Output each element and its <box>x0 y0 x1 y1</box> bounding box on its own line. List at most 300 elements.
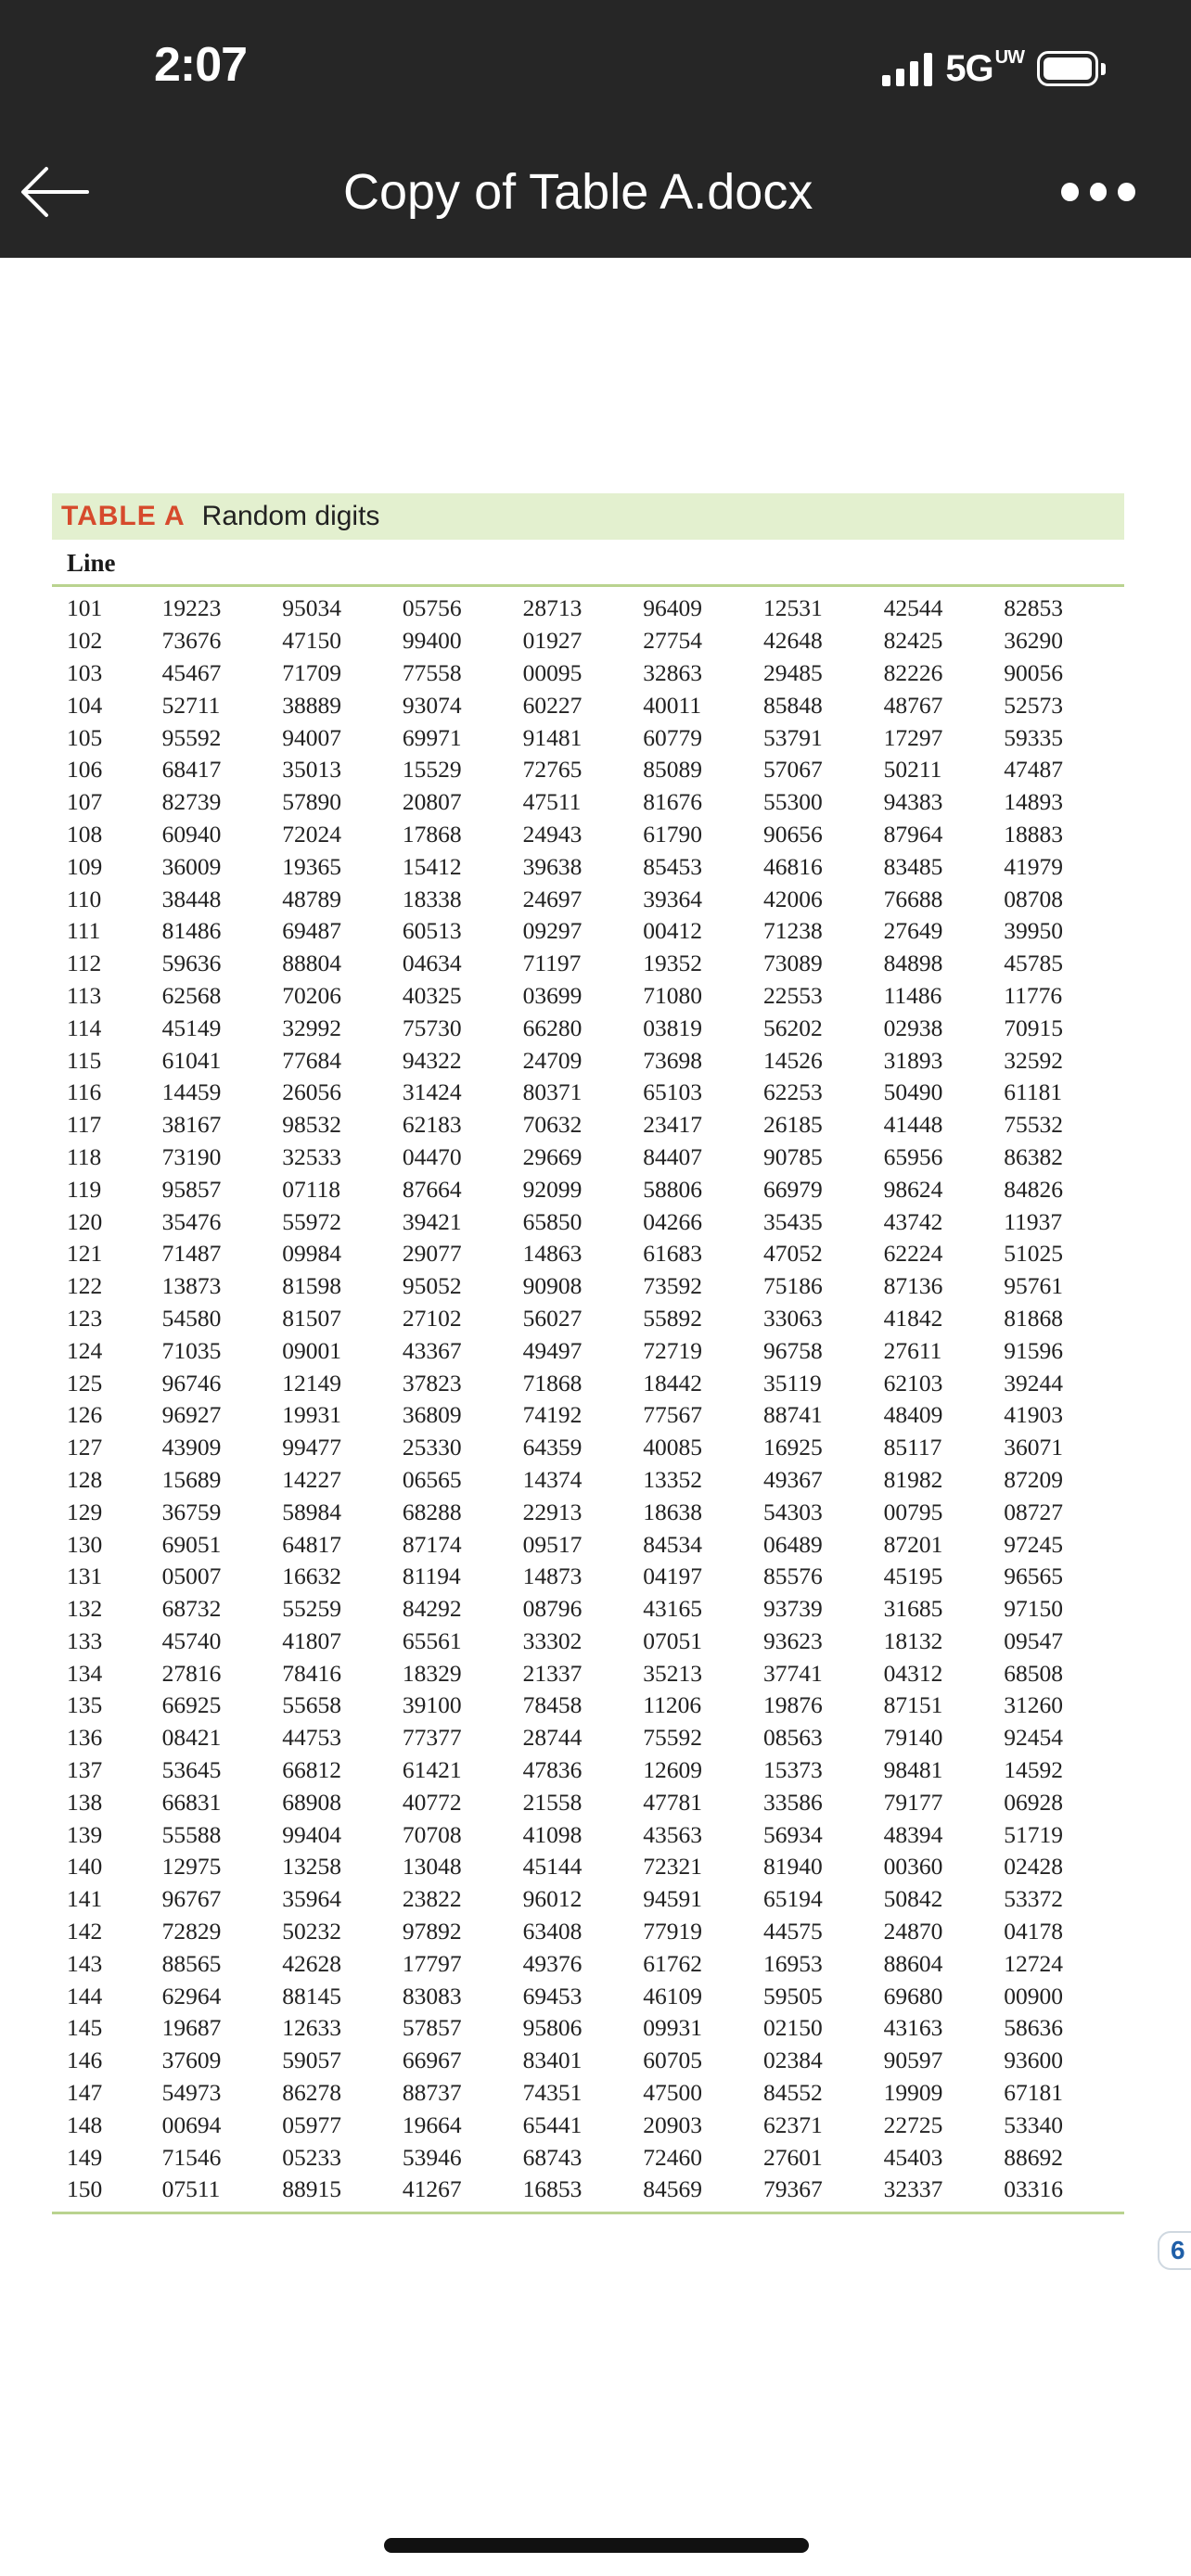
digit-group: 51719 <box>1004 1820 1064 1848</box>
line-column-header: Line <box>67 549 116 577</box>
table-row <box>52 1044 1124 1077</box>
digit-group: 36290 <box>1004 627 1064 655</box>
digit-group: 70915 <box>1004 1014 1064 1041</box>
digit-group: 61790 <box>643 820 703 848</box>
digit-group: 53946 <box>402 2143 462 2171</box>
digit-group: 66831 <box>161 1788 222 1816</box>
digit-group: 83401 <box>522 2047 583 2074</box>
line-number: 148 <box>67 2111 103 2138</box>
line-number: 120 <box>67 1207 103 1235</box>
top-bar <box>0 0 1191 258</box>
digit-group: 50490 <box>883 1078 943 1106</box>
digit-group: 02150 <box>762 2014 823 2042</box>
digit-group: 14526 <box>762 1046 823 1074</box>
table-row <box>52 689 1124 721</box>
digit-group: 59335 <box>1004 723 1064 751</box>
more-dot-icon <box>1061 183 1079 201</box>
digit-group: 08563 <box>762 1724 823 1752</box>
digit-group: 27102 <box>402 1304 462 1332</box>
digit-group: 00412 <box>643 917 703 945</box>
digit-group: 18883 <box>1004 820 1064 848</box>
digit-group: 47781 <box>643 1788 703 1816</box>
digit-group: 66812 <box>282 1756 341 1784</box>
digit-group: 68288 <box>402 1498 462 1525</box>
digit-group: 61762 <box>643 1949 703 1977</box>
digit-group: 73676 <box>161 627 222 655</box>
digit-group: 81676 <box>643 788 703 816</box>
digit-group: 78458 <box>522 1691 583 1719</box>
digit-group: 81868 <box>1004 1304 1064 1332</box>
digit-group: 17797 <box>402 1949 462 1977</box>
digit-group: 83485 <box>883 852 943 880</box>
digit-group: 67181 <box>1004 2079 1064 2107</box>
digit-group: 24709 <box>522 1046 583 1074</box>
digit-group: 08421 <box>161 1724 222 1752</box>
digit-group: 23417 <box>643 1111 703 1139</box>
digit-group: 39364 <box>643 885 703 912</box>
digit-group: 69680 <box>883 1982 943 2009</box>
digit-group: 22913 <box>522 1498 583 1525</box>
digit-group: 48409 <box>883 1401 943 1429</box>
digit-group: 74351 <box>522 2079 583 2107</box>
digit-group: 60513 <box>402 917 462 945</box>
digit-group: 13352 <box>643 1465 703 1493</box>
digit-group: 35435 <box>762 1207 823 1235</box>
digit-group: 94383 <box>883 788 943 816</box>
digit-group: 45195 <box>883 1562 943 1590</box>
digit-group: 93600 <box>1004 2047 1064 2074</box>
digit-group: 21337 <box>522 1659 583 1687</box>
digit-group: 35964 <box>282 1885 341 1913</box>
more-options-button[interactable] <box>1061 178 1135 206</box>
digit-group: 85117 <box>883 1434 942 1461</box>
digit-group: 47052 <box>762 1240 823 1268</box>
digit-group: 93074 <box>402 691 462 719</box>
digit-group: 82853 <box>1004 594 1064 622</box>
digit-group: 87174 <box>402 1530 462 1558</box>
line-number: 142 <box>67 1918 103 1945</box>
table-row <box>52 1496 1124 1528</box>
line-number: 146 <box>67 2047 103 2074</box>
digit-group: 39638 <box>522 852 583 880</box>
digit-group: 65561 <box>402 1626 462 1654</box>
back-button[interactable] <box>19 163 91 221</box>
digit-group: 77558 <box>402 658 462 686</box>
status-time: 2:07 <box>154 38 248 92</box>
digit-group: 38167 <box>161 1111 222 1139</box>
digit-group: 61421 <box>402 1756 462 1784</box>
digit-group: 75592 <box>643 1724 703 1752</box>
digit-group: 97150 <box>1004 1595 1064 1623</box>
digit-group: 57857 <box>402 2014 462 2042</box>
digit-group: 66280 <box>522 1014 583 1041</box>
table-row <box>52 754 1124 786</box>
digit-group: 84898 <box>883 950 943 977</box>
digit-group: 41807 <box>282 1626 341 1654</box>
digit-group: 40011 <box>643 691 702 719</box>
digit-group: 39950 <box>1004 917 1064 945</box>
digit-group: 12975 <box>161 1853 222 1881</box>
network-indicator <box>945 48 1024 90</box>
digit-group: 49497 <box>522 1336 583 1364</box>
digit-group: 38889 <box>282 691 341 719</box>
digit-group: 72719 <box>643 1336 703 1364</box>
digit-group: 37609 <box>161 2047 222 2074</box>
back-arrow-icon <box>19 163 91 221</box>
digit-group: 63408 <box>522 1918 583 1945</box>
digit-group: 47487 <box>1004 756 1064 784</box>
table-row <box>52 1399 1124 1432</box>
digit-group: 07051 <box>643 1626 703 1654</box>
table-row <box>52 593 1124 625</box>
digit-group: 09297 <box>522 917 583 945</box>
digit-group: 90785 <box>762 1142 823 1170</box>
digit-group: 50211 <box>883 756 942 784</box>
digit-group: 09517 <box>522 1530 583 1558</box>
digit-group: 08727 <box>1004 1498 1064 1525</box>
digit-group: 14227 <box>282 1465 341 1493</box>
digit-group: 18132 <box>883 1626 943 1654</box>
digit-group: 87964 <box>883 820 943 848</box>
digit-group: 32992 <box>282 1014 341 1041</box>
digit-group: 43165 <box>643 1595 703 1623</box>
digit-group: 22553 <box>762 981 823 1009</box>
digit-group: 56202 <box>762 1014 823 1041</box>
digit-group: 48394 <box>883 1820 943 1848</box>
digit-group: 82226 <box>883 658 943 686</box>
digit-group: 40085 <box>643 1434 703 1461</box>
digit-group: 85848 <box>762 691 823 719</box>
digit-group: 46816 <box>762 852 823 880</box>
line-number: 115 <box>67 1046 102 1074</box>
digit-group: 96012 <box>522 1885 583 1913</box>
digit-group: 96927 <box>161 1401 222 1429</box>
page-number-badge: 6 <box>1158 2231 1191 2270</box>
table-body <box>52 587 1124 2206</box>
digit-group: 19223 <box>161 594 222 622</box>
digit-group: 16632 <box>282 1562 341 1590</box>
digit-group: 13258 <box>282 1853 341 1881</box>
digit-group: 68417 <box>161 756 222 784</box>
digit-group: 84407 <box>643 1142 703 1170</box>
table-row <box>52 1593 1124 1626</box>
digit-group: 88692 <box>1004 2143 1064 2171</box>
digit-group: 66979 <box>762 1175 823 1203</box>
table-row <box>52 1818 1124 1851</box>
digit-group: 87201 <box>883 1530 943 1558</box>
digit-group: 36759 <box>161 1498 222 1525</box>
digit-group: 32592 <box>1004 1046 1064 1074</box>
digit-group: 71709 <box>282 658 341 686</box>
digit-group: 53340 <box>1004 2111 1064 2138</box>
digit-group: 60705 <box>643 2047 703 2074</box>
line-number: 102 <box>67 627 103 655</box>
digit-group: 15689 <box>161 1465 222 1493</box>
digit-group: 93739 <box>762 1595 823 1623</box>
digit-group: 01927 <box>522 627 583 655</box>
digit-group: 84534 <box>643 1530 703 1558</box>
digit-group: 11486 <box>883 981 942 1009</box>
digit-group: 35013 <box>282 756 341 784</box>
digit-group: 04634 <box>402 950 462 977</box>
digit-group: 33302 <box>522 1626 583 1654</box>
digit-group: 50842 <box>883 1885 943 1913</box>
digit-group: 86278 <box>282 2079 341 2107</box>
network-sup-label: UW <box>994 46 1024 68</box>
digit-group: 69971 <box>402 723 462 751</box>
digit-group: 49376 <box>522 1949 583 1977</box>
digit-group: 15529 <box>402 756 462 784</box>
digit-group: 59505 <box>762 1982 823 2009</box>
digit-group: 74192 <box>522 1401 583 1429</box>
digit-group: 15373 <box>762 1756 823 1784</box>
digit-group: 80371 <box>522 1078 583 1106</box>
line-number: 139 <box>67 1820 103 1848</box>
table-row <box>52 915 1124 948</box>
digit-group: 18338 <box>402 885 462 912</box>
digit-group: 56934 <box>762 1820 823 1848</box>
digit-group: 71238 <box>762 917 823 945</box>
digit-group: 51025 <box>1004 1240 1064 1268</box>
table-row <box>52 850 1124 883</box>
digit-group: 12149 <box>282 1369 341 1396</box>
digit-group: 53372 <box>1004 1885 1064 1913</box>
digit-group: 68743 <box>522 2143 583 2171</box>
line-number: 141 <box>67 1885 103 1913</box>
digit-group: 09547 <box>1004 1626 1064 1654</box>
digit-group: 37823 <box>402 1369 462 1396</box>
digit-group: 81982 <box>883 1465 943 1493</box>
digit-group: 75186 <box>762 1272 823 1300</box>
table-row <box>52 657 1124 690</box>
digit-group: 55892 <box>643 1304 703 1332</box>
battery-icon <box>1037 51 1098 86</box>
line-number: 119 <box>67 1175 102 1203</box>
digit-group: 85576 <box>762 1562 823 1590</box>
digit-group: 37741 <box>762 1659 823 1687</box>
digit-group: 87151 <box>883 1691 943 1719</box>
digit-group: 00795 <box>883 1498 943 1525</box>
line-number: 126 <box>67 1401 103 1429</box>
table-row <box>52 2012 1124 2045</box>
digit-group: 38448 <box>161 885 222 912</box>
table-row <box>52 1722 1124 1754</box>
digit-group: 99477 <box>282 1434 341 1461</box>
digit-group: 92454 <box>1004 1724 1064 1752</box>
digit-group: 88145 <box>282 1982 341 2009</box>
digit-group: 85089 <box>643 756 703 784</box>
digit-group: 03819 <box>643 1014 703 1041</box>
digit-group: 31424 <box>402 1078 462 1106</box>
digit-group: 72460 <box>643 2143 703 2171</box>
digit-group: 87209 <box>1004 1465 1064 1493</box>
digit-group: 20807 <box>402 788 462 816</box>
digit-group: 11206 <box>643 1691 702 1719</box>
digit-group: 59636 <box>161 950 222 977</box>
digit-group: 29077 <box>402 1240 462 1268</box>
digit-group: 14863 <box>522 1240 583 1268</box>
digit-group: 19931 <box>282 1401 341 1429</box>
digit-group: 61181 <box>1004 1078 1063 1106</box>
digit-group: 29669 <box>522 1142 583 1170</box>
digit-group: 88565 <box>161 1949 222 1977</box>
digit-group: 45467 <box>161 658 222 686</box>
digit-group: 52573 <box>1004 691 1064 719</box>
line-number: 145 <box>67 2014 103 2042</box>
line-number: 132 <box>67 1595 103 1623</box>
table-row <box>52 1367 1124 1399</box>
home-indicator[interactable] <box>384 2538 809 2553</box>
digit-group: 07511 <box>161 2175 221 2203</box>
digit-group: 79140 <box>883 1724 943 1752</box>
digit-group: 85453 <box>643 852 703 880</box>
digit-group: 94322 <box>402 1046 462 1074</box>
digit-group: 36809 <box>402 1401 462 1429</box>
digit-group: 91596 <box>1004 1336 1064 1364</box>
line-number: 121 <box>67 1240 103 1268</box>
digit-group: 73698 <box>643 1046 703 1074</box>
digit-group: 58984 <box>282 1498 341 1525</box>
digit-group: 17297 <box>883 723 943 751</box>
digit-group: 95592 <box>161 723 222 751</box>
table-row <box>52 1626 1124 1658</box>
table-row <box>52 1303 1124 1335</box>
digit-group: 31685 <box>883 1595 943 1623</box>
digit-group: 26185 <box>762 1111 823 1139</box>
digit-group: 18442 <box>643 1369 703 1396</box>
digit-group: 27816 <box>161 1659 222 1687</box>
line-number: 112 <box>67 950 102 977</box>
digit-group: 65850 <box>522 1207 583 1235</box>
table-row <box>52 2109 1124 2141</box>
digit-group: 81486 <box>161 917 222 945</box>
digit-group: 19909 <box>883 2079 943 2107</box>
digit-group: 88737 <box>402 2079 462 2107</box>
digit-group: 05977 <box>282 2111 341 2138</box>
digit-group: 83083 <box>402 1982 462 2009</box>
table-row <box>52 1851 1124 1883</box>
table-row <box>52 1432 1124 1464</box>
digit-group: 55658 <box>282 1691 341 1719</box>
digit-group: 35476 <box>161 1207 222 1235</box>
digit-group: 41979 <box>1004 852 1064 880</box>
digit-group: 71080 <box>643 981 703 1009</box>
digit-group: 12531 <box>762 594 823 622</box>
digit-group: 33586 <box>762 1788 823 1816</box>
table-row <box>52 819 1124 851</box>
digit-group: 96746 <box>161 1369 222 1396</box>
digit-group: 88741 <box>762 1401 823 1429</box>
digit-group: 04312 <box>883 1659 943 1687</box>
line-number: 103 <box>67 658 103 686</box>
digit-group: 87664 <box>402 1175 462 1203</box>
digit-group: 57890 <box>282 788 341 816</box>
digit-group: 72024 <box>282 820 341 848</box>
line-number: 127 <box>67 1434 103 1461</box>
more-dot-icon <box>1118 183 1135 201</box>
digit-group: 90656 <box>762 820 823 848</box>
digit-group: 41267 <box>402 2175 462 2203</box>
line-number: 150 <box>67 2175 103 2203</box>
table-row <box>52 1883 1124 1916</box>
digit-group: 66967 <box>402 2047 462 2074</box>
digit-group: 76688 <box>883 885 943 912</box>
line-number: 124 <box>67 1336 103 1364</box>
table-row <box>52 948 1124 980</box>
digit-group: 81507 <box>282 1304 341 1332</box>
table-row <box>52 1270 1124 1303</box>
digit-group: 45785 <box>1004 950 1064 977</box>
digit-group: 09984 <box>282 1240 341 1268</box>
digit-group: 77684 <box>282 1046 341 1074</box>
digit-group: 18638 <box>643 1498 703 1525</box>
line-number: 111 <box>67 917 101 945</box>
table-row <box>52 2045 1124 2077</box>
digit-group: 15412 <box>402 852 462 880</box>
digit-group: 97245 <box>1004 1530 1064 1558</box>
digit-group: 66925 <box>161 1691 222 1719</box>
digit-group: 71487 <box>161 1240 222 1268</box>
digit-group: 91481 <box>522 723 583 751</box>
digit-group: 06489 <box>762 1530 823 1558</box>
line-number: 149 <box>67 2143 103 2171</box>
digit-group: 35119 <box>762 1369 822 1396</box>
digit-group: 42628 <box>282 1949 341 1977</box>
digit-group: 32533 <box>282 1142 341 1170</box>
digit-group: 57067 <box>762 756 823 784</box>
digit-group: 12724 <box>1004 1949 1064 1977</box>
table-row <box>52 1012 1124 1044</box>
line-number: 130 <box>67 1530 103 1558</box>
table-row <box>52 1173 1124 1205</box>
digit-group: 95034 <box>282 594 341 622</box>
digit-group: 19687 <box>161 2014 222 2042</box>
digit-group: 47511 <box>522 788 582 816</box>
line-number: 136 <box>67 1724 103 1752</box>
line-number: 104 <box>67 691 103 719</box>
digit-group: 43909 <box>161 1434 222 1461</box>
digit-group: 88915 <box>282 2175 341 2203</box>
digit-group: 61041 <box>161 1046 222 1074</box>
digit-group: 47836 <box>522 1756 583 1784</box>
digit-group: 98532 <box>282 1111 341 1139</box>
line-number: 105 <box>67 723 103 751</box>
digit-group: 54580 <box>161 1304 222 1332</box>
digit-group: 69487 <box>282 917 341 945</box>
digit-group: 23822 <box>402 1885 462 1913</box>
digit-group: 84292 <box>402 1595 462 1623</box>
line-number: 114 <box>67 1014 102 1041</box>
table-row <box>52 1657 1124 1690</box>
digit-group: 42006 <box>762 885 823 912</box>
digit-group: 79177 <box>883 1788 943 1816</box>
line-number: 108 <box>67 820 103 848</box>
digit-group: 27649 <box>883 917 943 945</box>
digit-group: 71868 <box>522 1369 583 1396</box>
network-label: 5G <box>945 47 993 89</box>
digit-group: 68732 <box>161 1595 222 1623</box>
digit-group: 73592 <box>643 1272 703 1300</box>
line-number: 116 <box>67 1078 102 1106</box>
digit-group: 62103 <box>883 1369 943 1396</box>
digit-group: 84569 <box>643 2175 703 2203</box>
line-number: 109 <box>67 852 103 880</box>
digit-group: 95761 <box>1004 1272 1064 1300</box>
digit-group: 26056 <box>282 1078 341 1106</box>
table-row <box>52 1077 1124 1109</box>
digit-group: 95857 <box>161 1175 222 1203</box>
digit-group: 62568 <box>161 981 222 1009</box>
